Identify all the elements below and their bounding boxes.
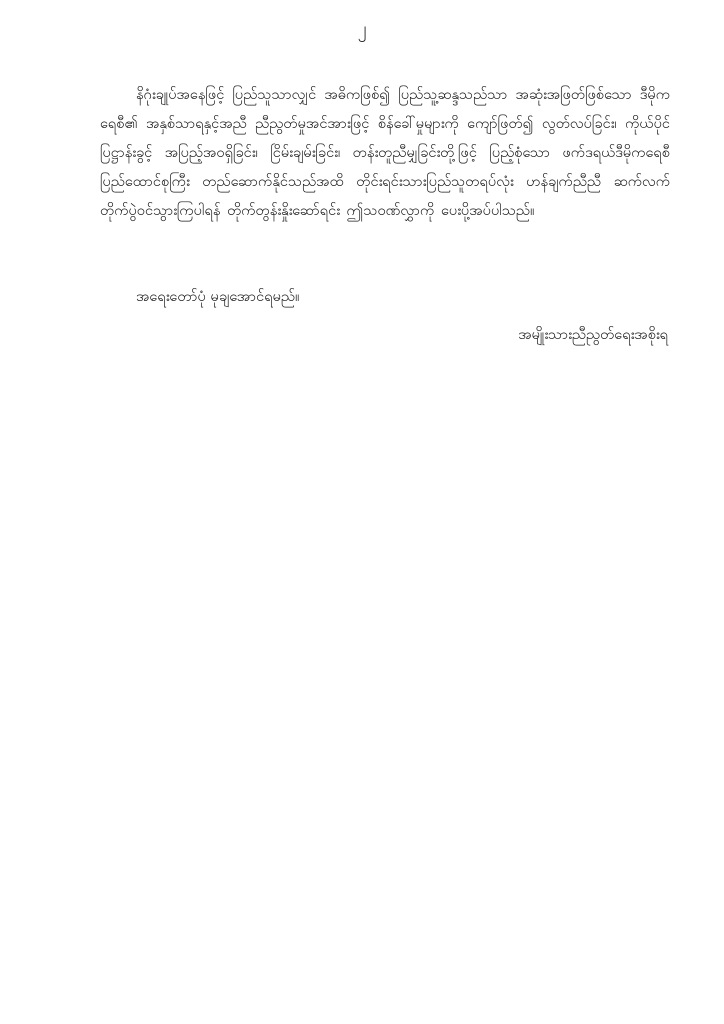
signature-issuer: အမျိုးသားညီညွတ်ရေးအစိုးရ: [518, 326, 668, 343]
body-paragraph: နိဂုံးချုပ်အနေဖြင့် ပြည်သူသာလျှင် အဓိကဖြစ်၍ ပြည်သူ့ဆန္ဒသည်သာ အဆုံးအဖြတ်ဖြစ်သော ဒီမိုကရေစီ၏ အနှစ်သာရနှင့်အညီ ညီညွတ်မှုအင်အားဖြင့် စိန်ခေါ်မှုများကို ကျော်ဖြတ်၍ လွတ်လပ်ခြင်း၊ ကိုယ်ပိုင်ပြဋ္ဌာန်းခွင့် အပြည့်အဝရှိခြင်း၊ ငြိမ်းချမ်းခြင်း၊ တန်းတူညီမျှခြင်းတို့ဖြင့် ပြည့်စုံသော ဖက်ဒရယ်ဒီမိုကရေစီပြည်ထောင်စုကြီး တည်ဆောက်နိုင်သည်အထိ တိုင်းရင်းသားပြည်သူတရပ်လုံး ဟန်ချက်ညီညီ ဆက်လက်တိုက်ပွဲဝင်သွားကြပါရန် တိုက်တွန်းနှိုးဆော်ရင်း ဤသဝဏ်လွှာကို ပေးပို့အပ်ပါသည်။: [100, 86, 670, 219]
closing-slogan: အရေးတော်ပုံ မုချအောင်ရမည်။: [136, 288, 300, 305]
page-number: ၂: [357, 18, 367, 39]
